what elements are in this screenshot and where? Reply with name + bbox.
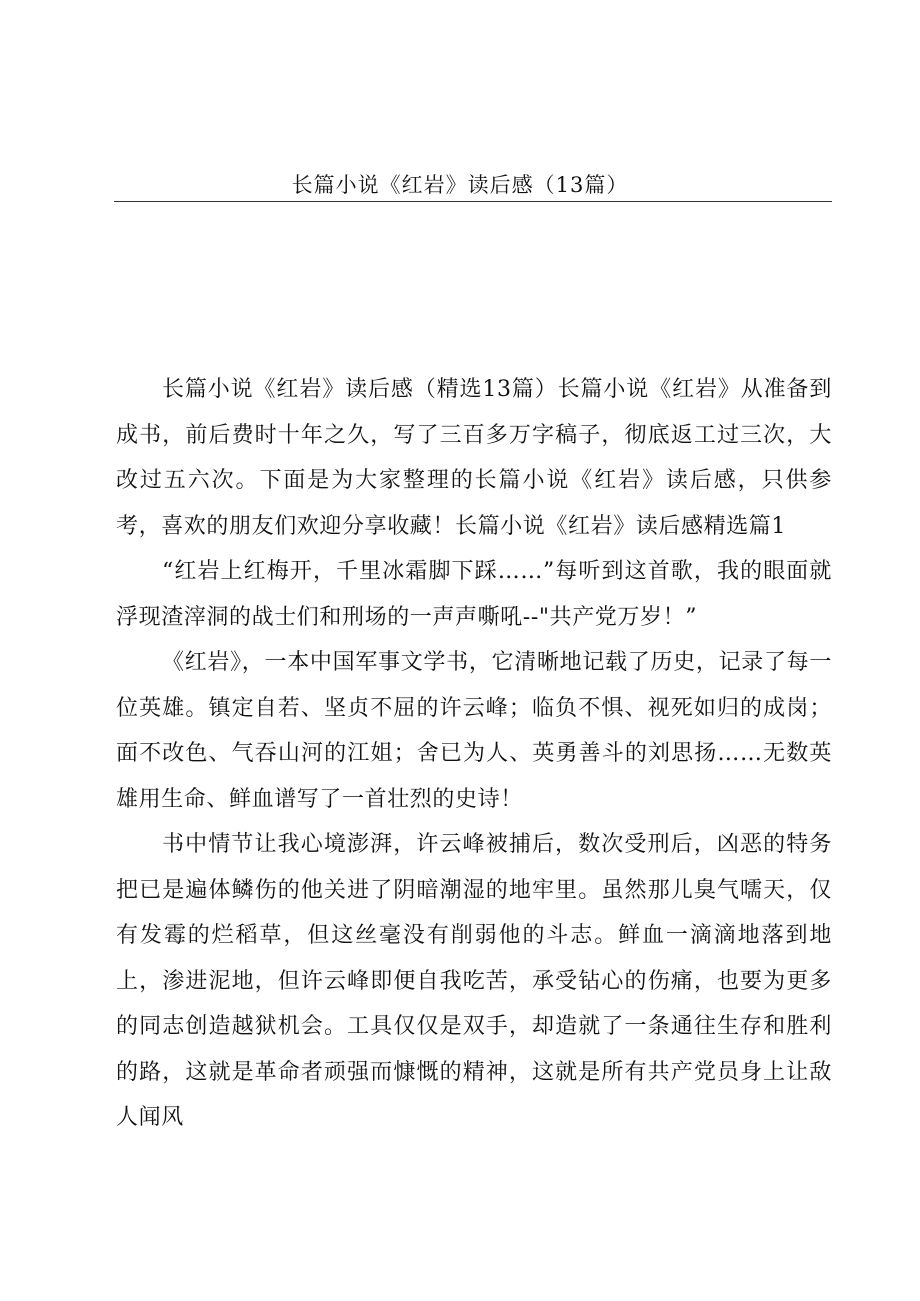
document-body <box>116 367 832 1141</box>
paragraph-xu-yunfeng: 书中情节让我心境澎湃，许云峰被捕后，数次受刑后，凶恶的特务把已是遍体鳞伤的他关进了阴暗潮湿的地牢里。虽然那儿臭气嚅天，仅有发霉的烂稻草，但这丝毫没有削弱他的斗志。鲜血一滴滴地落到地上，渗进泥地，但许云峰即便自我吃苦，承受钻心的伤痛，也要为更多的同志创造越狱机会。工具仅仅是双手，却造就了一条通往生存和胜利的路，这就是革命者顽强而慷慨的精神，这就是所有共产党员身上让敌人闻风 <box>116 832 832 1130</box>
paragraph-intro: 长篇小说《红岩》读后感（精选13篇）长篇小说《红岩》从准备到成书，前后费时十年之久，写了三百多万字稿子，彻底返工过三次，大改过五六次。下面是为大家整理的长篇小说《红岩》读后感，只供参考，喜欢的朋友们欢迎分享收藏！长篇小说《红岩》读后感精选篇1 <box>116 377 832 539</box>
paragraph-book-heroes: 《红岩》，一本中国军事文学书，它清晰地记载了历史，记录了每一位英雄。镇定自若、坚贞不屈的许云峰；临负不惧、视死如归的成岗；面不改色、气吞山河的江姐；舍已为人、英勇善斗的刘思扬……无数英雄用生命、鲜血谱写了一首壮烈的史诗！ <box>116 650 832 812</box>
header-divider <box>114 201 832 202</box>
paragraph-song-quote: “红岩上红梅开，千里冰霜脚下踩……”每听到这首歌，我的眼面就浮现渣滓洞的战士们和刑场的一声声嘶吼--"共产党万岁！” <box>116 559 832 630</box>
page-header-title: 长篇小说《红岩》读后感（13篇） <box>291 173 629 197</box>
